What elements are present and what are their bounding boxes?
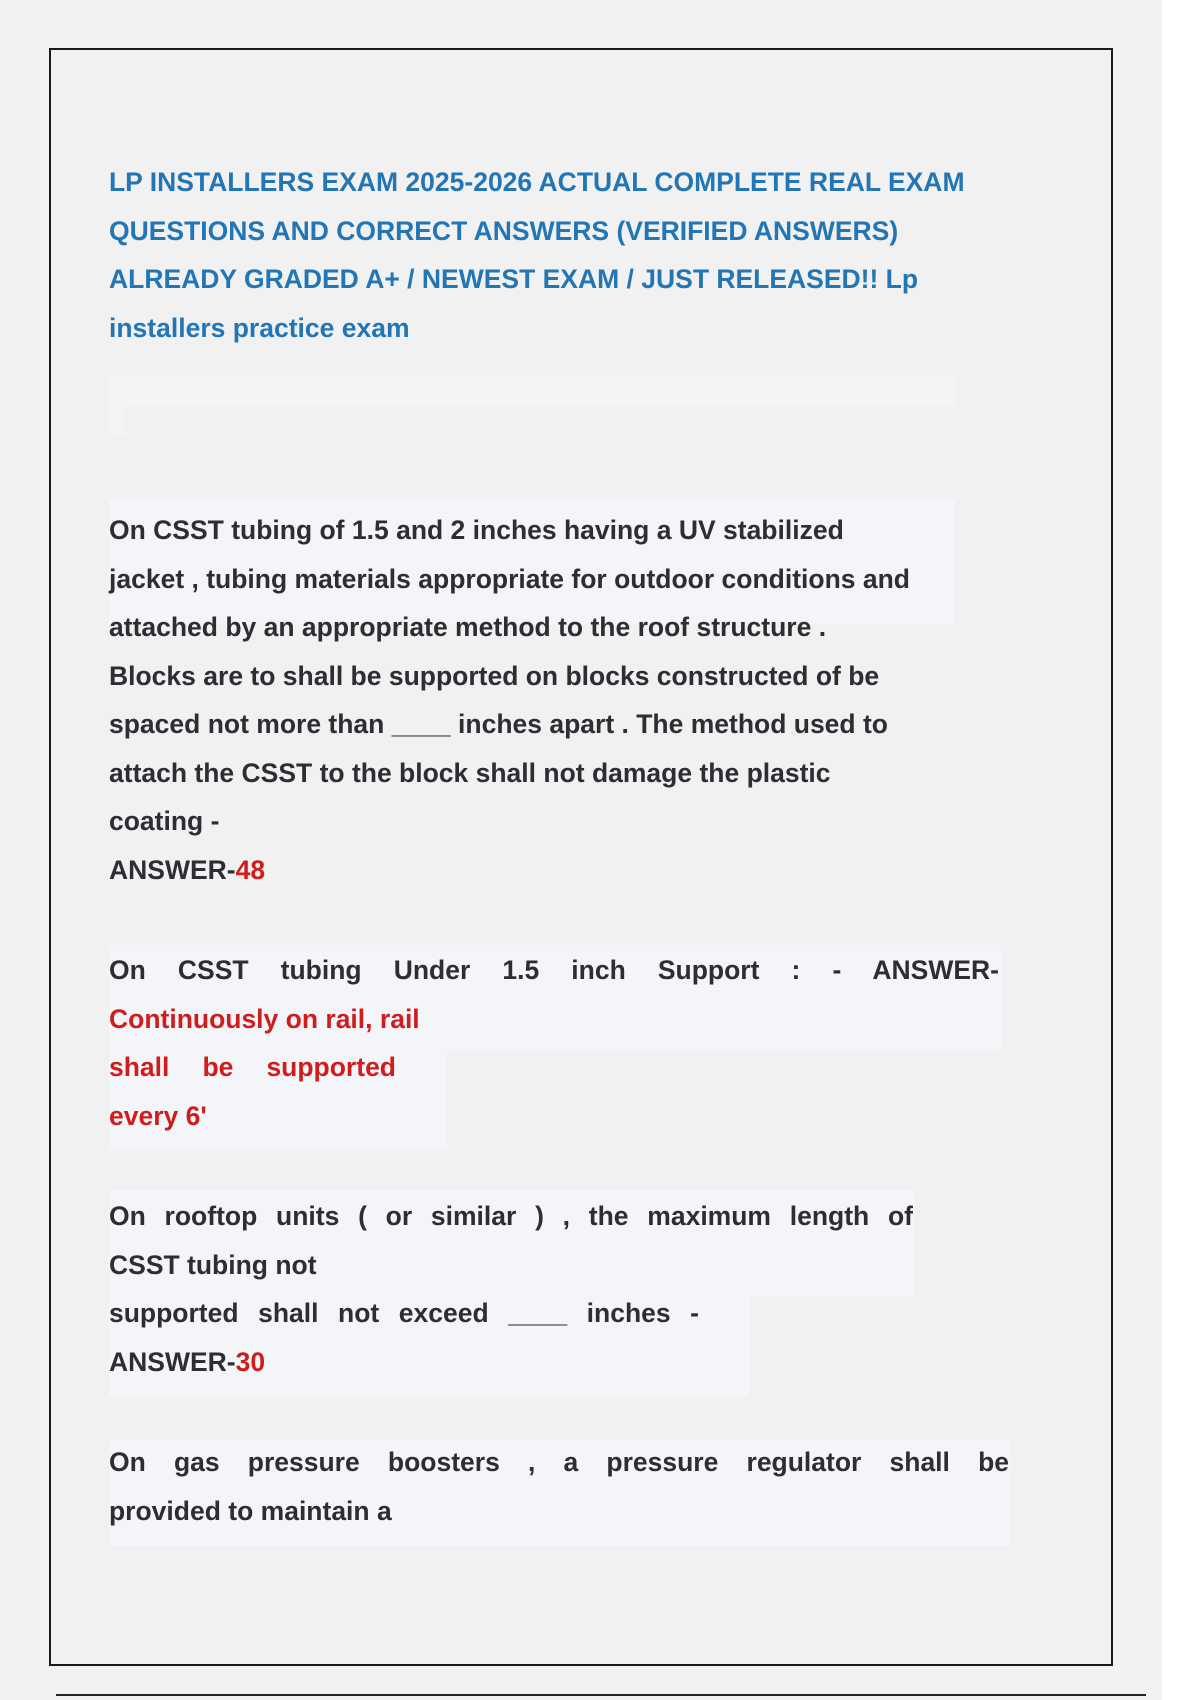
question-2-line: On CSST tubing Under 1.5 inch Support : - ANSWER- [109, 955, 999, 985]
answer-label: ANSWER- [109, 1346, 236, 1377]
question-1 [109, 506, 1009, 894]
question-3-line: supported shall not exceed ____ inches - [109, 1298, 699, 1328]
question-4-line: provided to maintain a [109, 1495, 392, 1526]
question-4 [109, 1438, 1009, 1535]
answer-3 [109, 1338, 913, 1387]
answer-2-line: every 6' [109, 1100, 207, 1131]
page-margin-strip [1162, 0, 1200, 1700]
answer-value: 48 [235, 854, 266, 885]
question-1-line: jacket , tubing materials appropriate for outdoor conditions and [109, 563, 910, 594]
answer-2-line: shall be supported [109, 1052, 396, 1082]
next-page-edge [56, 1694, 1146, 1696]
question-1-line: attached by an appropriate method to the roof structure . [109, 612, 827, 642]
question-1-line: attach the CSST to the block shall not damage the plastic [109, 757, 831, 788]
answer-label: ANSWER- [109, 854, 236, 885]
question-2 [109, 946, 999, 1140]
question-1-line: Blocks are to shall be supported on blocks constructed of be [109, 660, 880, 691]
question-1-line: spaced not more than ____ inches apart . The method used to [109, 709, 888, 739]
answer-value: 30 [235, 1346, 266, 1377]
answer-2-line: Continuously on rail, rail [109, 1003, 420, 1034]
question-3-line: On rooftop units ( or similar ) , the maximum length of [109, 1201, 913, 1231]
document-title: LP INSTALLERS EXAM 2025-2026 ACTUAL COMPLETE REAL EXAM QUESTIONS AND CORRECT ANSWERS (VERIFIED ANSWERS) ALREADY GRADED A+ / NEWEST EXAM / JUST RELEASED!! Lp installers practice exam [109, 167, 965, 343]
question-1-line: On CSST tubing of 1.5 and 2 inches having a UV stabilized [109, 515, 844, 545]
question-3 [109, 1192, 913, 1386]
blank-band [109, 376, 955, 406]
answer-1 [109, 846, 1009, 895]
blank-band-small [109, 406, 125, 436]
question-4-line: On gas pressure boosters , a pressure regulator shall be [109, 1447, 1009, 1477]
question-1-line: coating - [109, 806, 220, 836]
question-3-line: CSST tubing not [109, 1249, 317, 1280]
